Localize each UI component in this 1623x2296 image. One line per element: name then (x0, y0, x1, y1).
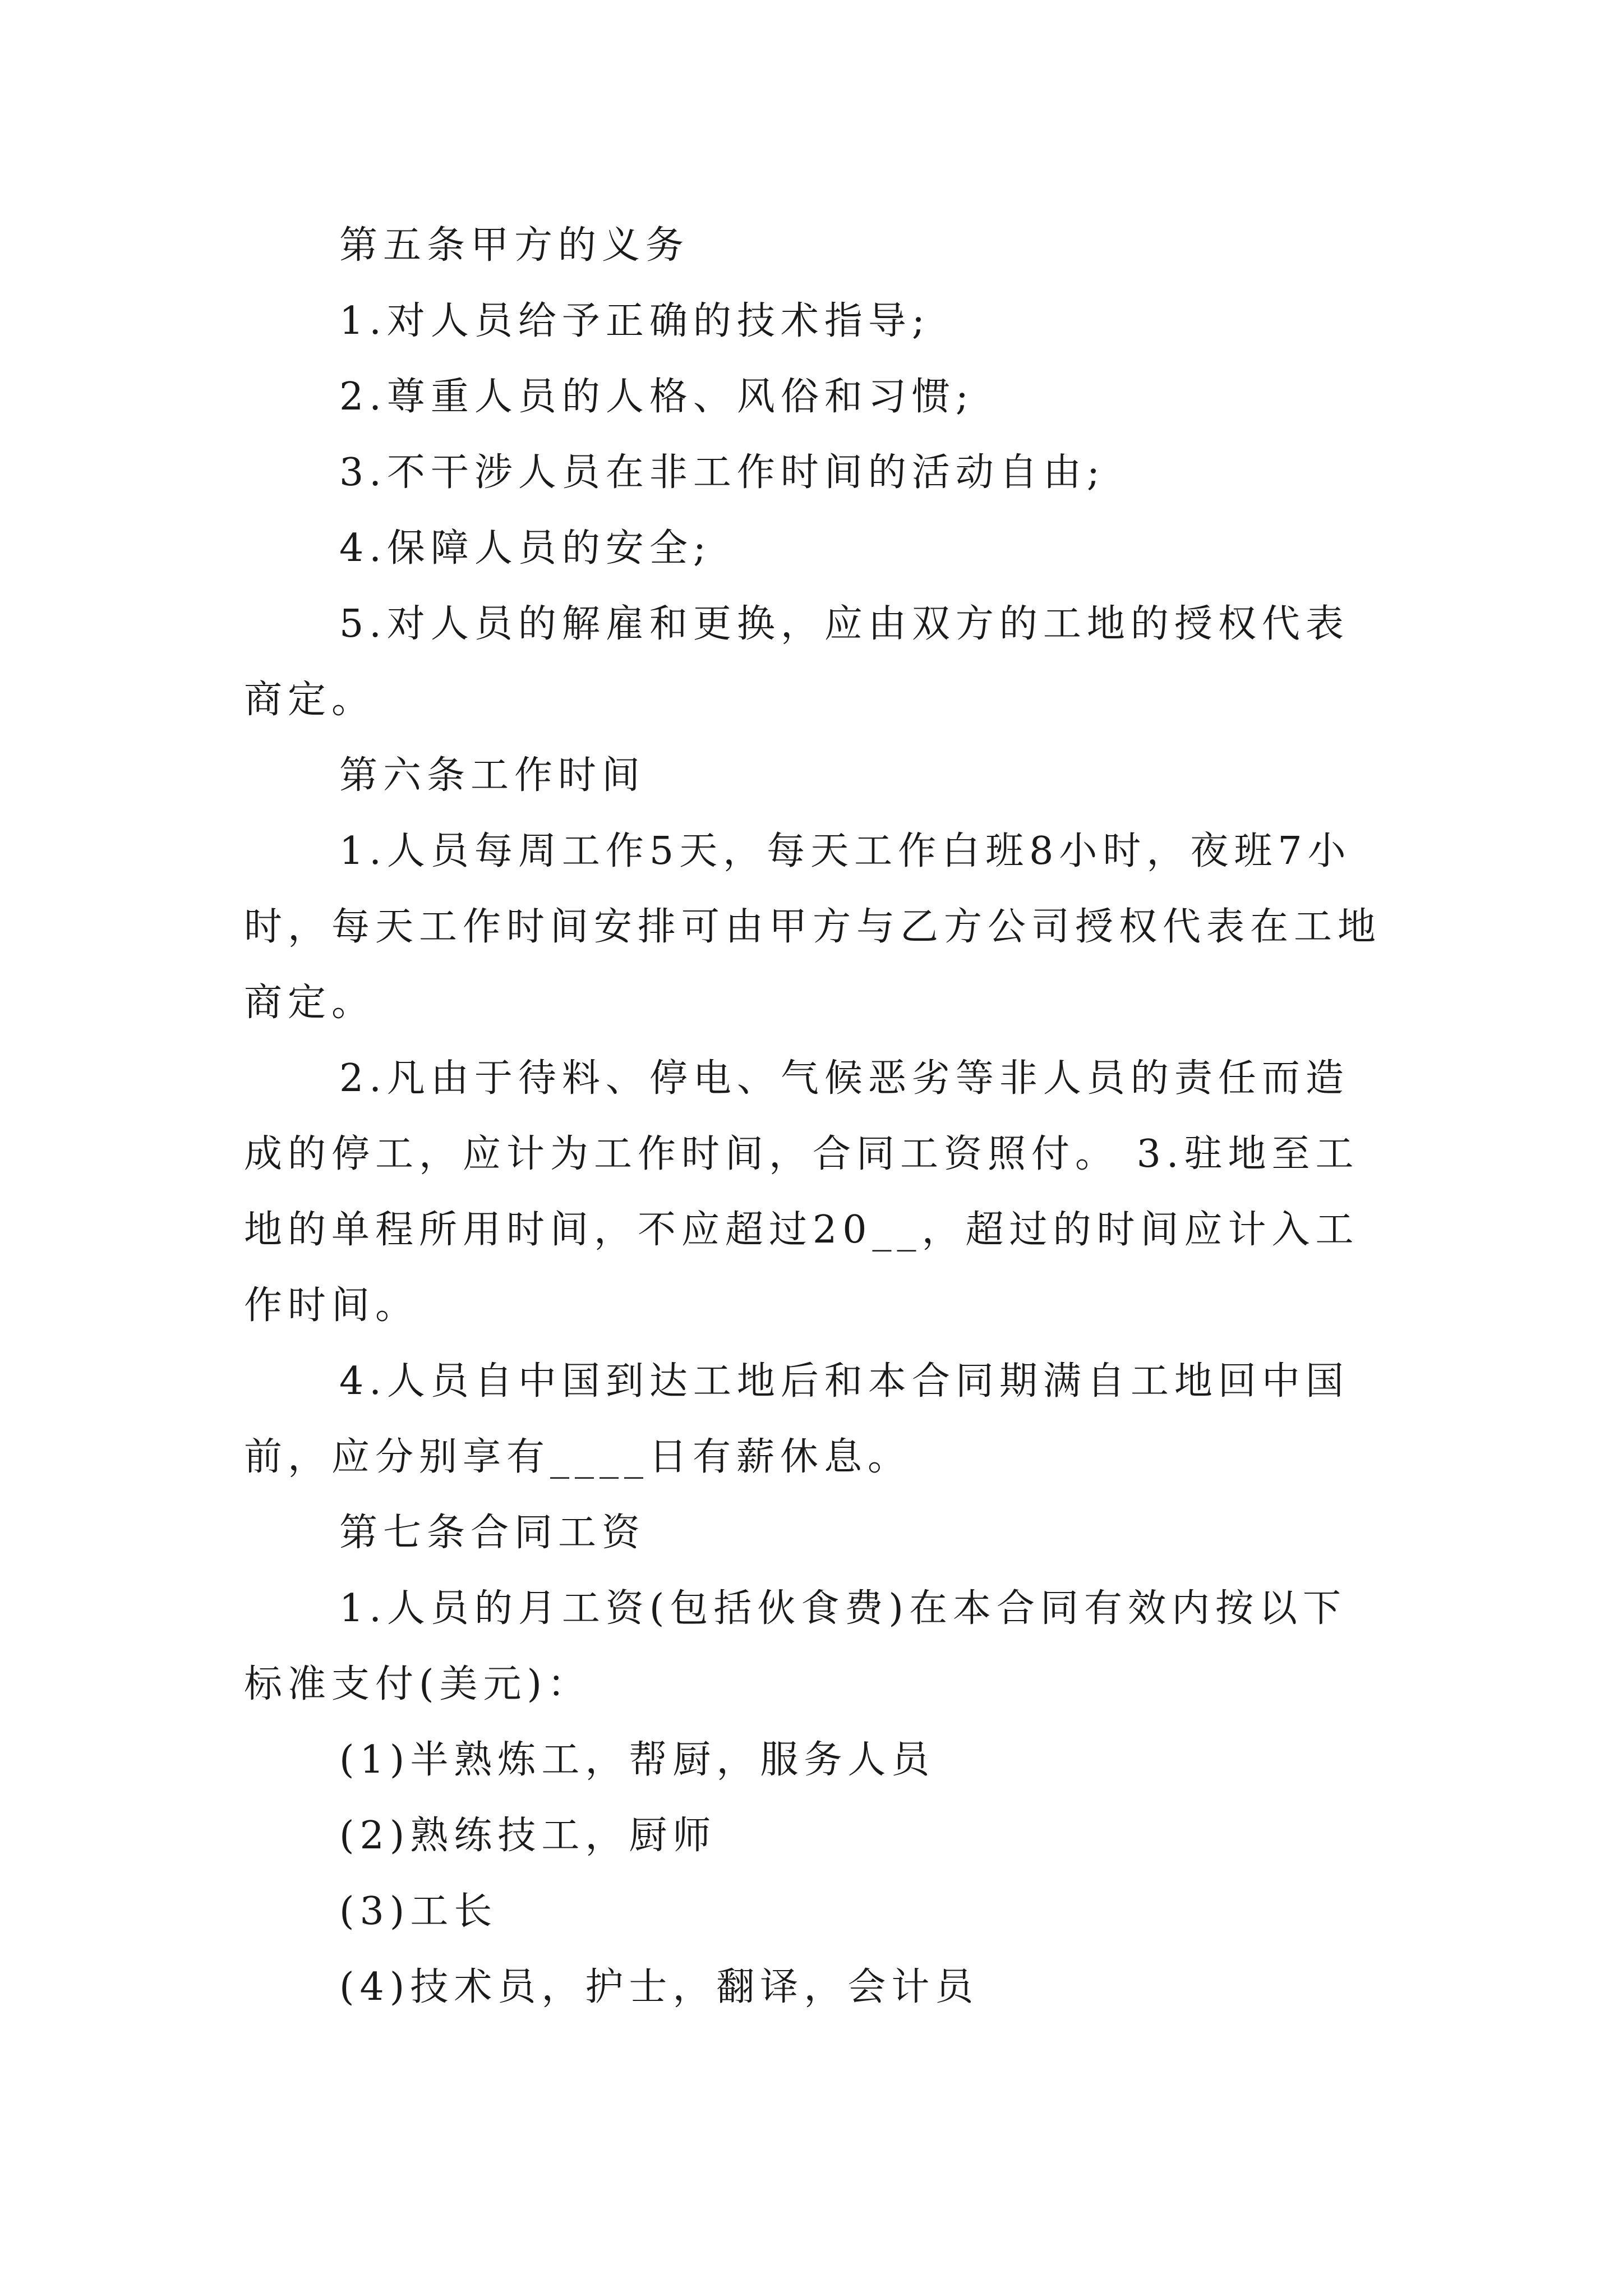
article-5-item-2: 2.尊重人员的人格、风俗和习惯; (339, 375, 974, 419)
article-6-item-4: 4.人员自中国到达工地后和本合同期满自工地回中国前，应分别享有____日有薪休息。 (244, 1359, 1349, 1479)
wage-category-4: (4)技术员，护士，翻译，会计员 (339, 1965, 979, 2009)
article-5-item-4: 4.保障人员的安全; (339, 526, 712, 570)
wage-category-3: (3)工长 (339, 1889, 498, 1934)
article-6-heading: 第六条工作时间 (339, 753, 646, 798)
article-7-heading: 第七条合同工资 (339, 1511, 646, 1555)
article-5-item-3: 3.不干涉人员在非工作时间的活动自由; (339, 450, 1105, 495)
article-6-item-2-3: 2.凡由于待料、停电、气候恶劣等非人员的责任而造成的停工，应计为工作时间，合同工资照付。 3.驻地至工地的单程所用时间，不应超过20__，超过的时间应计入工作时间。 (244, 1056, 1359, 1328)
document-body (244, 208, 1382, 2025)
wage-category-1: (1)半熟炼工，帮厨，服务人员 (339, 1738, 935, 1782)
article-6-item-1: 1.人员每周工作5天，每天工作白班8小时，夜班7小时，每天工作时间安排可由甲方与乙方公司授权代表在工地商定。 (244, 829, 1382, 1025)
article-5-item-5: 5.对人员的解雇和更换，应由双方的工地的授权代表商定。 (244, 602, 1349, 722)
article-7-item-1: 1.人员的月工资(包括伙食费)在本合同有效内按以下标准支付(美元)： (244, 1586, 1347, 1706)
wage-category-2: (2)熟练技工，厨师 (339, 1814, 717, 1858)
article-5-item-1: 1.对人员给予正确的技术指导; (339, 299, 930, 343)
article-5-heading: 第五条甲方的义务 (339, 223, 690, 268)
